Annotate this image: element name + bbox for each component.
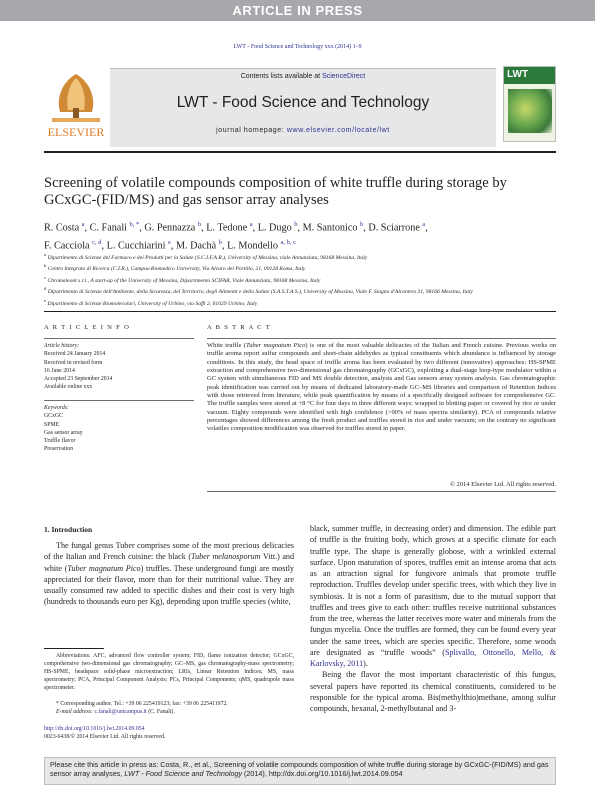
journal-homepage: journal homepage: www.elsevier.com/locate/lwt (216, 127, 390, 134)
author: F. Cacciola (44, 240, 90, 252)
corresponding-author: * Corresponding author. Tel.: +39 06 225419123; fax: +39 06 225411972. E-mail address: c.fanali@unicampus.it (C. Fanali). (56, 701, 228, 715)
affiliation: $^b$ Centro Integrato di Ricerca (C.I.R.), Campus-Biomedico University, Via Alvaro del Portillo, 21, 00128 Roma, Italy (44, 263, 306, 273)
article-title: Screening of volatile compounds composition of white truffle during storage by GCxGC-(FID/MS) and gas sensor array analyses (44, 175, 507, 208)
author: D. Sciarrone (368, 222, 420, 234)
abstract-heading: A B S T R A C T (207, 324, 272, 331)
reference-link[interactable]: Splivallo, Ottonello, Mello, & Karlovsky, 2011 (310, 647, 556, 668)
article-history (44, 342, 194, 392)
author: L. Tedone (206, 222, 248, 234)
abstract-rule (207, 338, 556, 339)
author: L. Mondello (227, 240, 278, 252)
copyright-notice: © 2014 Elsevier Ltd. All rights reserved. (449, 481, 556, 488)
keyword: Gas sensor array (44, 429, 83, 436)
affiliation: $^d$ Dipartimento di Scienze dell'Ambiente, della Sicurezza, del Territorio, degli Alimenti e della Salute (S.A.S.T.A.S.), University of Messina, Viale F. Stagno d'Alcontres 31, 98166 Messina, Italy (44, 286, 473, 296)
paragraph: black, summer truffle, in decreasing order) and dimension. The edible part of truffle is the fruiting body, which grows at a specific climate for each truffle type. The shape is generally globose, with a wrinkled external surface. Upon maturation of spores, truffles emit an intense aroma that acts as an attraction signal for fungivore animals that promote truffle reproduction. Truffles develop under specific trees, with which they live in symbiosis. It is not a form of parasitism, due to the mutual support that truffles and trees give to each other: truffles receive nutritional substances from the tree, whereas the latter receives more water and minerals from the fungus mycelia. Once the truffles are formed, they can be found every year under the same trees, which are species specific. Therefore, some woods are designated as “truffle woods” (Splivallo, Ottonello, Mello, & Karlovsky, 2011). (310, 524, 556, 668)
keyword: Preservation (44, 446, 73, 453)
journal-cover-image[interactable] (503, 66, 556, 142)
author-affil-mark[interactable]: b (294, 221, 298, 228)
affiliations (44, 251, 554, 308)
issn-line: 0023-6438/© 2014 Elsevier Ltd. All rights reserved. (44, 733, 166, 740)
keywords-label: Keywords: (44, 405, 69, 411)
affiliation: $^a$ Dipartimento di Scienze del Farmaco e dei Prodotti per la Salute (S.C.I.F.A.R.), University of Messina, viale Annunziata, 98168 Messina, Italy (44, 252, 368, 261)
cover-artwork (508, 89, 552, 133)
header-divider (44, 151, 556, 153)
keyword: GCxGC (44, 413, 64, 420)
article-in-press-banner (0, 0, 595, 21)
author-affil-mark[interactable]: a, b, c (280, 239, 297, 247)
author-affil-mark[interactable]: a (249, 221, 253, 228)
journal-name: LWT - Food Science and Technology (176, 94, 430, 111)
author: M. Santonico (302, 222, 358, 234)
affiliation: $^c$ Chromaleont s.r.l., A start-up of the University of Messina, Dipartimento SCIFAR, Viale Annunziata, 98168 Messina, Italy (44, 274, 321, 284)
article-info-rule (44, 338, 194, 339)
history-line: Accepted 23 September 2014 (44, 376, 113, 383)
history-line: 16 June 2014 (44, 367, 75, 374)
author-affil-mark[interactable]: b (218, 239, 222, 247)
author-affil-mark[interactable]: b (197, 221, 202, 228)
cover-title: LWT (507, 69, 529, 80)
abbreviations-footnote: Abbreviations: AFC, advanced flow controller system; FID, flame ionization detector; GCxGC, comprehensive two-dimensional gas chromatography; GC–MS, gas chromatography-mass spectrometry; HS-SPME, headspace solid-phase microextraction; LRIs, Linear Retention Indices; MS, mass spectrometry; PCA, Principal Component Analysis; PCs, Principal Components; qMS, quadrupole mass spectrometer. (44, 653, 294, 691)
author-affil-mark[interactable]: a (81, 221, 85, 228)
author-affil-mark[interactable]: e (168, 239, 171, 247)
abstract-rule-bottom (207, 491, 556, 492)
author: R. Costa (44, 222, 80, 234)
abstract-text: White truffle (Tuber magnatum Pico) is one of the most valuable delicacies of the Italian and French cuisine. Previous works on truffle aroma report sulfur compounds and short-chain aldehydes as typical constituents which abundance is influenced by storage conditions. In this study, the head space of truffle aroma has been evaluated by two different (innovative) approaches: HS-SPME extraction and comprehensive two-dimensional gas chromatography (GCxGC), exploiting a dual-stage loop-type modulator within a GC system with simultaneous FID and MS double detection, analysis and Gas sensors array system analysis. Gas chromatographic peak identification was carried out by means of dedicated laboratory-made GC–MS libraries and comparison of Retention Indices with those retrieved from literature, while peak quantification by means of a specifically designed software for comprehensive GC. The truffle samples were stored at +8 °C for four days in three different ways: wrapped in blotting paper or covered by rice or under vacuum. Eighty compounds were identified with high confidence (>90% of mass spectra similarity). PCA of compounds relative percentages showed differences among the fresh product and truffles stored in rice and under vacuum; on the contrary no significant volatiles composition modification was observed for truffles stored in paper. (207, 342, 557, 433)
sciencedirect-link[interactable]: ScienceDirect (322, 73, 366, 80)
history-line: Received 24 January 2014 (44, 351, 106, 358)
elsevier-logo[interactable] (44, 68, 108, 144)
contents-line: Contents lists available at ScienceDirect (240, 73, 366, 80)
introduction-right-column (310, 523, 556, 714)
section-divider (44, 311, 556, 312)
author: M. Dachà (176, 240, 217, 252)
journal-header (110, 68, 496, 147)
author: L. Cucchiarini (106, 240, 166, 252)
author-affil-mark[interactable]: b, * (129, 221, 140, 228)
article-history-label: Article history: (44, 343, 80, 349)
article-info-heading: A R T I C L E I N F O (44, 324, 131, 331)
keyword: SPME (44, 421, 60, 428)
author-affil-mark[interactable]: c, d (92, 239, 102, 247)
keywords (44, 404, 194, 454)
author-affil-mark[interactable]: a (422, 221, 426, 228)
history-line: Received in revised form (44, 359, 103, 366)
history-line: Available online xxx (44, 384, 93, 391)
introduction-heading: 1. Introduction (44, 525, 93, 534)
author-list: R. Costa $^a$, C. Fanali $^{b, *}$, G. Pennazza $^b$, L. Tedone $^a$, L. Dugo $^b$, M. Santonico $^b$, D. Sciarrone $^a$, F. Cacciola $^{c, d}$, L. Cucchiarini $^e$, M. Dachà $^b$, L. Mondello $^{a, b, c}$ (44, 221, 428, 252)
banner-text: ARTICLE IN PRESS (232, 3, 363, 18)
author: C. Fanali (89, 222, 127, 234)
author: L. Dugo (257, 222, 292, 234)
keyword: Truffle flavor (44, 438, 76, 445)
footnote-rule (44, 648, 104, 649)
doi-block (44, 726, 344, 742)
article-info-rule-2 (44, 400, 194, 401)
email-link[interactable]: c.fanali@unicampus.it (94, 708, 147, 715)
introduction-left-column: The fungal genus Tuber comprises some of the most precious delicacies of the Italian and French cuisine: the black (Tuber melanosporum Vitt.) and white (Tuber magnatum Pico) truffles. These underground fungi are mostly appreciated for their flavor, more than for their nutritional value. They are usually consumed raw added to specific dishes and their cost is very high (hundreds to thousands euro per Kg), depending upon truffle species (white, (44, 541, 295, 607)
journal-homepage-link[interactable]: www.elsevier.com/locate/lwt (286, 127, 390, 134)
doi-link[interactable]: http://dx.doi.org/10.1016/j.lwt.2014.09.054 (44, 726, 145, 732)
journal-citation-link[interactable]: LWT - Food Science and Technology xxx (2014) 1–9 (233, 44, 362, 50)
publisher-name: ELSEVIER (47, 125, 105, 139)
citation-box: Please cite this article in press as: Costa, R., et al., Screening of volatile compounds composition of white truffle during storage by GCxGC-(FID/MS) and gas sensor array analyses, LWT - Food Science and Technology (2014), http://dx.doi.org/10.1016/j.lwt.2014.09.054 (44, 757, 556, 785)
affiliation: $^e$ Dipartimento di Scienze Biomolecolari, University of Urbino, via Saffi 2, 61029 Urbino, Italy (44, 297, 258, 307)
author-affil-mark[interactable]: b (360, 221, 364, 228)
paragraph: Being the flavor the most important characteristic of this fungus, several papers have reported its chemical constituents, considered to be responsible for the typical aroma. Bis(methylthio)methane, among sulfur compounds, hexanal, 2-methylbutanal and 3- (310, 670, 556, 713)
author: G. Pennazza (144, 222, 196, 234)
